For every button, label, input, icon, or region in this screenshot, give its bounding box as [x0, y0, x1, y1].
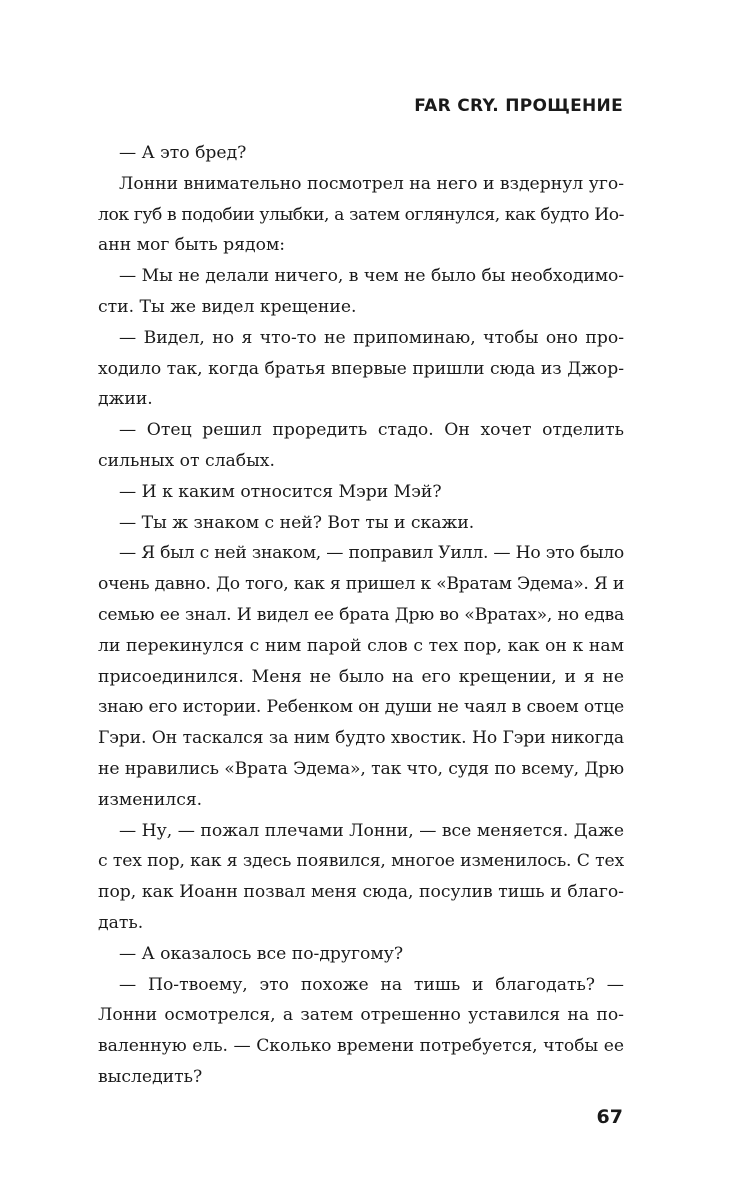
- paragraph: [98, 816, 624, 939]
- text-line: — Я был с ней знаком, — поправил Уилл. — Но это было: [119, 543, 624, 564]
- text-line: очень давно. До того, как я пришел к «Вратам Эдема». Я и: [98, 574, 624, 595]
- text-line: Лонни внимательно посмотрел на него и вздернул уго-: [119, 173, 624, 194]
- text-line: изменился.: [98, 789, 203, 810]
- text-line: — И к каким относится Мэри Мэй?: [119, 481, 442, 502]
- paragraph: [98, 323, 624, 415]
- paragraph: [98, 970, 624, 1093]
- text-line: дать.: [98, 912, 144, 933]
- text-line: ли перекинулся с ним парой слов с тех пор, как он к нам: [98, 635, 624, 656]
- text-line: джии.: [98, 389, 153, 410]
- paragraph: [98, 477, 624, 508]
- paragraph: [98, 939, 624, 970]
- text-line: присоединился. Меня не было на его крещении, и я не: [98, 666, 624, 687]
- text-line: сти. Ты же видел крещение.: [98, 296, 357, 317]
- text-line: Гэри. Он таскался за ним будто хвостик. Но Гэри никогда: [98, 728, 624, 749]
- text-line: сильных от слабых.: [98, 450, 275, 471]
- paragraph: [98, 138, 624, 169]
- page-number: 67: [596, 1106, 623, 1128]
- text-line: выследить?: [98, 1066, 203, 1087]
- paragraph: [98, 169, 624, 261]
- text-line: — Ну, — пожал плечами Лонни, — все меняется. Даже: [119, 820, 624, 841]
- text-line: ходило так, когда братья впервые пришли сюда из Джор-: [98, 358, 624, 379]
- text-line: — Видел, но я что-то не припоминаю, чтобы оно про-: [119, 327, 624, 348]
- text-line: — По-твоему, это похоже на тишь и благодать? —: [119, 974, 624, 995]
- paragraph: [98, 538, 624, 815]
- text-line: семью ее знал. И видел ее брата Дрю во «Вратах», но едва: [98, 604, 624, 625]
- text-line: не нравились «Врата Эдема», так что, судя по всему, Дрю: [98, 758, 624, 779]
- running-title: FAR CRY. ПРОЩЕНИЕ: [414, 96, 623, 116]
- text-line: анн мог быть рядом:: [98, 235, 286, 256]
- text-line: — А это бред?: [119, 143, 247, 163]
- paragraph: [98, 415, 624, 477]
- text-line: лок губ в подобии улыбки, а затем оглянулся, как будто Ио-: [98, 204, 624, 225]
- text-line: с тех пор, как я здесь появился, многое изменилось. С тех: [98, 851, 624, 872]
- text-line: пор, как Иоанн позвал меня сюда, посулив тишь и благо-: [98, 882, 624, 903]
- text-line: знаю его истории. Ребенком он души не чаял в своем отце: [98, 697, 624, 718]
- text-line: валенную ель. — Сколько времени потребуется, чтобы ее: [98, 1036, 624, 1057]
- text-line: Лонни осмотрелся, а затем отрешенно уставился на по-: [98, 1005, 624, 1026]
- body-text: [98, 138, 624, 1093]
- paragraph: [98, 508, 624, 539]
- paragraph: [98, 261, 624, 323]
- text-line: — А оказалось все по-другому?: [119, 943, 404, 964]
- text-line: — Мы не делали ничего, в чем не было бы необходимо-: [119, 266, 624, 287]
- text-line: — Ты ж знаком с ней? Вот ты и скажи.: [119, 512, 475, 533]
- text-line: — Отец решил проредить стадо. Он хочет отделить: [119, 420, 624, 441]
